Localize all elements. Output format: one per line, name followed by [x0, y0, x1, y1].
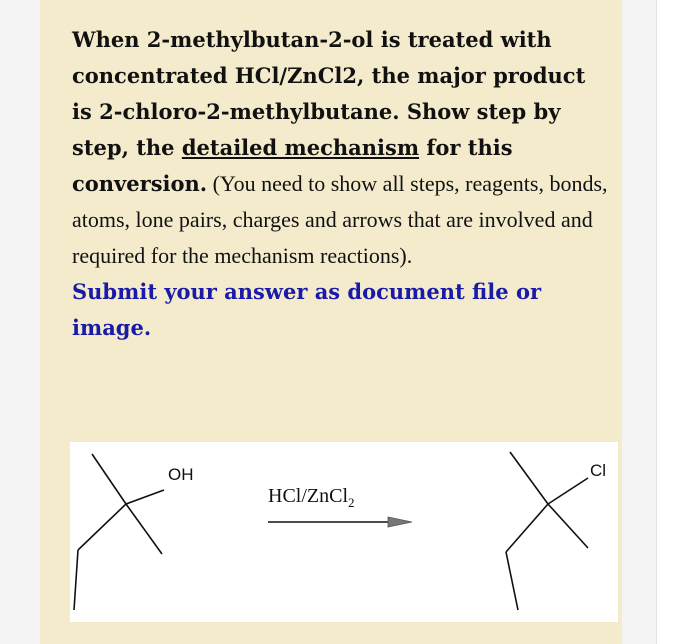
- submit-instruction: Submit your answer as document file or image.: [72, 279, 542, 340]
- product-cl-label: Cl: [590, 461, 607, 480]
- question-underlined: detailed mechanism: [181, 135, 420, 160]
- reactant-oh-label: OH: [168, 465, 194, 484]
- scroll-edge: [656, 0, 680, 644]
- reactant-structure: [74, 454, 164, 610]
- reaction-scheme: [70, 442, 618, 622]
- reaction-diagram: [70, 442, 618, 622]
- question-intro: When 2-methylbutan-2-ol is treated with concentrated HCl/ZnCl2, the major product is 2-chloro-2-methylbutane. Show step by step, the: [72, 27, 586, 160]
- question-instructions: (You need to show all steps, reagents, bonds, atoms, lone pairs, charges and arrows that are involved and required for the mechanism reactions).: [72, 171, 608, 268]
- question-text: [72, 22, 612, 346]
- reaction-arrow: [268, 517, 412, 527]
- product-structure: [506, 452, 588, 610]
- reagent-label: HCl/ZnCl$_2$: [268, 485, 355, 510]
- question-tail: for this conversion.: [72, 135, 513, 196]
